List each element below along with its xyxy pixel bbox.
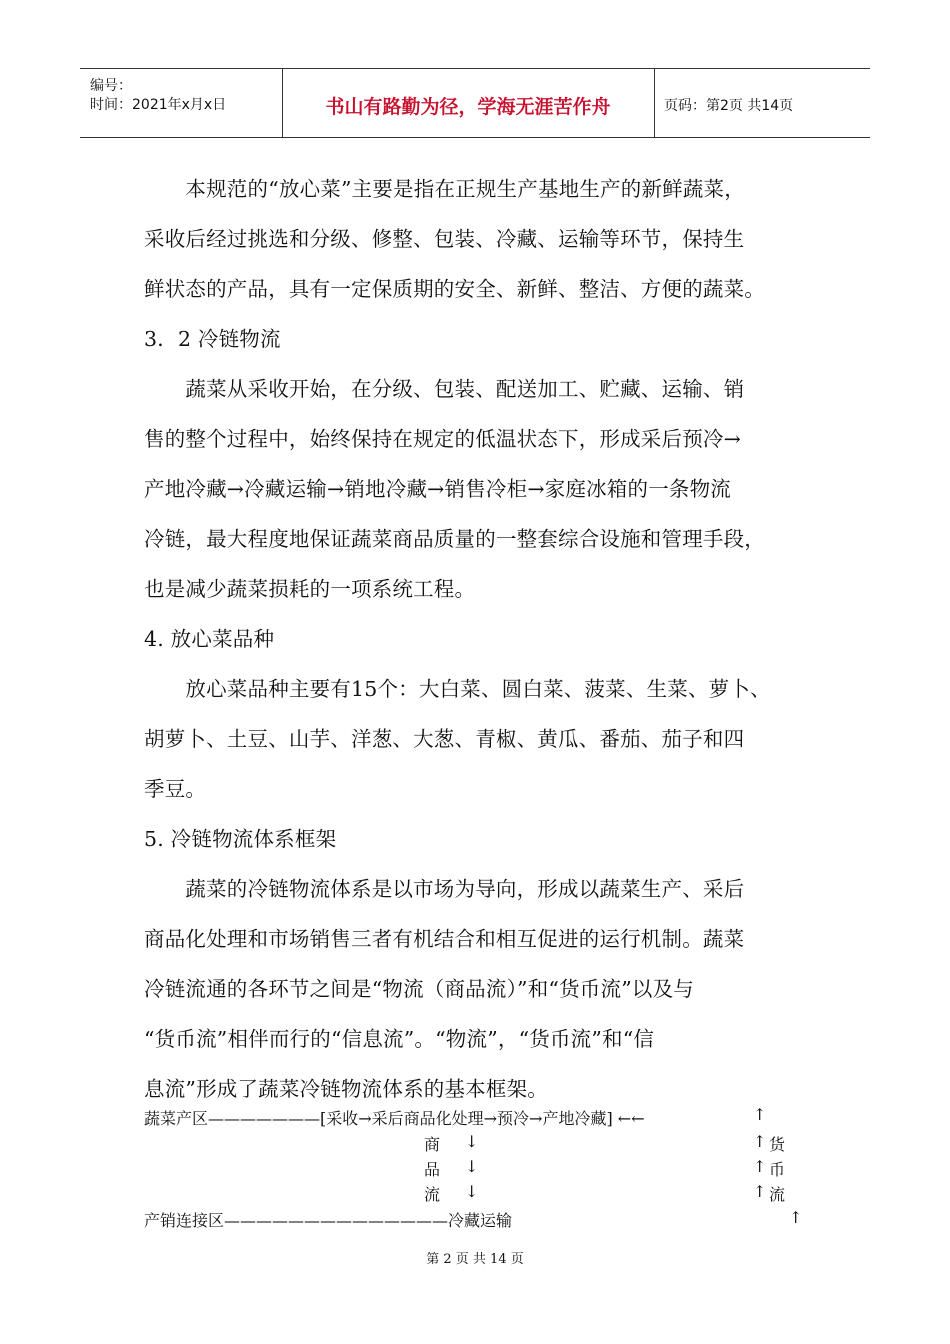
body-line: 冷链，最大程度地保证蔬菜商品质量的一整套综合设施和管理手段， (144, 527, 765, 551)
page-header (80, 68, 870, 138)
goods-flow-label: 流 (424, 1185, 441, 1204)
up-arrow-icon: ↑ (753, 1182, 767, 1201)
body-line: 鲜状态的产品，具有一定保质期的安全、新鲜、整洁、方便的蔬菜。 (144, 277, 765, 301)
body-line: 蔬菜从采收开始，在分级、包装、配送加工、贮藏、运输、销 (144, 377, 745, 401)
body-line: 冷链流通的各环节之间是“物流（商品流）”和“货币流”以及与 (144, 977, 694, 1001)
down-arrow-icon: ↓ (465, 1157, 479, 1176)
money-flow-label: 流 (769, 1185, 786, 1204)
section-heading: 5. 冷链物流体系框架 (144, 827, 337, 851)
body-line: 产地冷藏→冷藏运输→销地冷藏→销售冷柜→家庭冰箱的一条物流 (144, 477, 732, 501)
goods-flow-label: 品 (424, 1160, 441, 1179)
body-line: “货币流”相伴而行的“信息流”。“物流”，“货币流”和“信 (144, 1027, 655, 1051)
body-line: 商品化处理和市场销售三者有机结合和相互促进的运行机制。蔬菜 (144, 927, 745, 951)
header-motto-cell (282, 69, 655, 137)
section-heading: 4. 放心菜品种 (144, 627, 275, 651)
up-arrow-icon: ↑ (789, 1208, 803, 1227)
up-arrow-icon: ↑ (753, 1132, 767, 1151)
number-label: 编号： (90, 78, 132, 94)
body-line: 也是减少蔬菜损耗的一项系统工程。 (144, 577, 476, 601)
flow-row-connection: 产销连接区——————————————冷藏运输 (144, 1211, 513, 1230)
money-flow-label: 货 (769, 1135, 786, 1154)
body-line: 采收后经过挑选和分级、修整、包装、冷藏、运输等环节，保持生 (144, 227, 745, 251)
body-line: 售的整个过程中，始终保持在规定的低温状态下，形成采后预冷→ (144, 427, 741, 451)
body-line: 息流”形成了蔬菜冷链物流体系的基本框架。 (144, 1077, 548, 1101)
motto-text: 书山有路勤为径，学海无涯苦作舟 (325, 96, 611, 118)
down-arrow-icon: ↓ (465, 1132, 479, 1151)
flow-row-production: 蔬菜产区———————[采收→采后商品化处理→预冷→产地冷藏] ←← (144, 1109, 645, 1128)
body-line: 胡萝卜、土豆、山芋、洋葱、大葱、青椒、黄瓜、番茄、茄子和四 (144, 727, 745, 751)
header-info-cell (80, 69, 283, 137)
money-flow-label: 币 (769, 1160, 786, 1179)
body-line: 蔬菜的冷链物流体系是以市场为导向，形成以蔬菜生产、采后 (144, 877, 745, 901)
header-page-cell (654, 69, 870, 137)
goods-flow-label: 商 (424, 1135, 441, 1154)
section-heading: 3．2 冷链物流 (144, 327, 281, 351)
page-footer: 第 2 页 共 14 页 (426, 1252, 524, 1267)
body-line: 放心菜品种主要有15个：大白菜、圆白菜、菠菜、生菜、萝卜、 (144, 677, 771, 701)
up-arrow-icon: ↑ (753, 1157, 767, 1176)
time-label: 时间：2021年x月x日 (90, 97, 227, 113)
body-line: 本规范的“放心菜”主要是指在正规生产基地生产的新鲜蔬菜， (144, 177, 745, 201)
body-line: 季豆。 (144, 777, 207, 801)
down-arrow-icon: ↓ (465, 1182, 479, 1201)
page-label: 页码：第2页 共14页 (664, 98, 794, 114)
up-arrow-icon: ↑ (753, 1105, 767, 1124)
